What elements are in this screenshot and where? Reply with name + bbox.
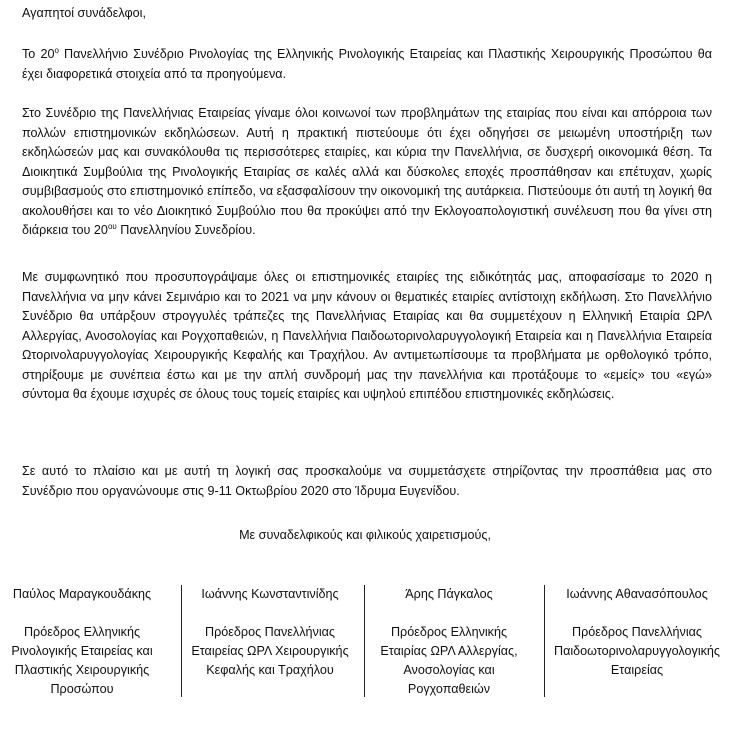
- paragraph-finances: [22, 104, 712, 241]
- column-divider: [544, 585, 545, 697]
- column-divider: [181, 585, 182, 697]
- signatory-role: Πρόεδρος Ελληνικής Ρινολογικής Εταιρείας και Πλαστικής Χειρουργικής Προσώπου: [11, 625, 153, 696]
- column-divider: [364, 585, 365, 697]
- signatory-name: Παύλος Μαραγκουδάκης: [12, 587, 152, 601]
- paragraph-invitation: Σε αυτό το πλαίσιο και με αυτή τη λογική σας προσκαλούμε να συμμετάσχετε στηρίζοντας την προσπάθεια μας στο Συνέδριο που οργανώνουμε στις 9-11 Οκτωβρίου 2020 στο Ίδρυμα Ευγενίδου.: [22, 464, 712, 498]
- signatory: [186, 585, 354, 680]
- signatory: [369, 585, 529, 699]
- superscript: ο: [54, 46, 59, 55]
- paragraph-agreement: Με συμφωνητικό που προσυπογράψαμε όλες οι επιστημονικές εταιρίες της ειδικότητάς μας, αποφασίσαμε το 2020 η Πανελλήνια να μην κάνει Σεμινάριο και το 2021 να μην κάνουν οι θεματικές εταιρίες αντίστοιχη εκδήλωση. Στο Πανελλήνιο Συνέδριο θα υπάρξουν στρογγυλές τράπεζες της Πανελλήνιας Εταιρίας και θα συμμετέχουν η Ελληνική Εταιρία ΩΡΛ Αλλεργίας, Ανοσολογίας και Ρογχοπαθειών, η Πανελλήνια Παιδοωτορινολαρυγγολογική Εταιρεία και η Πανελλήνια Εταιρεία Ωτορινολαρυγγολογίας Χειρουργικής Κεφαλής και Τραχήλου. Αν αντιμετωπίσουμε τα προβλήματα με ορθολογικό τρόπο, στηρίξουμε με συνέπεια έστω και με την απλή συνδρομή μας την πανελλήνια και προτάξουμε το «εμείς» του «εγώ» σύντομα θα έχουμε ισχυρές σε όλους τους τομείς εταιρίες και υψηλού επιπέδου επιστημονικές εκδηλώσεις.: [22, 270, 712, 401]
- signatory-role: Πρόεδρος Πανελλήνιας Εταιρείας ΩΡΛ Χειρουργικής Κεφαλής και Τραχήλου: [191, 625, 349, 677]
- paragraph-intro: [22, 45, 712, 84]
- closing-salutation: Με συναδελφικούς και φιλικούς χαιρετισμούς,: [239, 528, 491, 542]
- signatory: [546, 585, 728, 680]
- signature-block: [0, 585, 730, 700]
- signatory-name: Ιωάννης Κωνσταντινίδης: [201, 587, 339, 601]
- text: Στο Συνέδριο της Πανελλήνιας Εταιρείας γίναμε όλοι κοινωνοί των προβλημάτων της εταιρίας που είναι και απόρροια των πολλών επιστημονικών εκδηλώσεων. Αυτή η πρακτική πιστεύουμε ότι έχει οδηγήσει σε μειωμένη υποστήριξη των εκδηλώσεών μας και συνακόλουθα τις περισσότερες εταιρίες, και κύρια την Πανελλήνια, σε δυσχερή οικονομικά θέση. Τα Διοικητικά Συμβούλια της Ρινολογικής Εταιρίας σε καλές αλλά και δύσκολες εποχές προσπάθησαν και επέτυχαν, χωρίς συμβιβασμούς στο επιστημονικό επίπεδο, να εξασφαλίσουν την οικονομική της αυτάρκεια. Πιστεύουμε ότι αυτή τη λογική θα ακολουθήσει και το νέο Διοικητικό Συμβούλιο που θα προκύψει από την Εκλογοαπολογιστική συνέλευση που θα γίνει στη διάρκεια του 20: [22, 106, 712, 237]
- text: Πανελλήνιο Συνέδριο Ρινολογίας της Ελληνικής Ρινολογικής Εταιρείας και Πλαστικής Χειρουργικής Προσώπου θα έχει διαφορετικά στοιχεία από τα προηγούμενα.: [22, 47, 712, 81]
- greeting: Αγαπητοί συνάδελφοι,: [22, 6, 146, 20]
- text: Το 20: [22, 47, 55, 61]
- signatory: [0, 585, 166, 699]
- text: Πανελληνίου Συνεδρίου.: [116, 223, 256, 237]
- signatory-role: Πρόεδρος Πανελλήνιας Παιδοωτορινολαρυγγολογικής Εταιρείας: [553, 625, 721, 677]
- signatory-name: Άρης Πάγκαλος: [405, 587, 493, 601]
- signatory-role: Πρόεδρος Ελληνικής Εταιρίας ΩΡΛ Αλλεργίας, Ανοσολογίας και Ρογχοπαθειών: [380, 625, 518, 696]
- signatory-name: Ιωάννης Αθανασόπουλος: [566, 587, 708, 601]
- superscript: ου: [107, 222, 117, 231]
